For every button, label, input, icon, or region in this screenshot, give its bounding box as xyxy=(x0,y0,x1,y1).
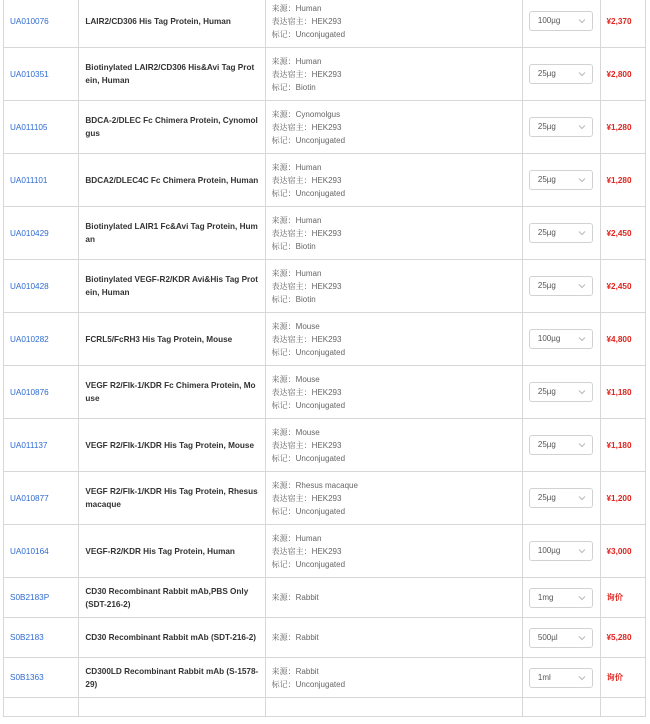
product-specs xyxy=(272,591,516,604)
chevron-down-icon xyxy=(578,547,586,555)
spec-line: 标记：Unconjugated xyxy=(271,400,346,410)
spec-line: 来源：Cynomolgus xyxy=(271,109,341,119)
price-cell xyxy=(600,101,646,154)
size-select[interactable] xyxy=(529,117,593,137)
table-row xyxy=(4,658,646,698)
spec-line: 来源：Rabbit xyxy=(271,593,319,602)
spec-line: 标记：Unconjugated xyxy=(271,679,346,689)
price-cell xyxy=(600,260,646,313)
size-select-value: 1ml xyxy=(537,672,551,682)
name-cell xyxy=(79,366,265,419)
size-cell xyxy=(522,578,600,618)
code-cell xyxy=(4,0,79,48)
name-cell xyxy=(79,698,265,717)
product-price: ¥2,450 xyxy=(606,228,632,238)
chevron-down-icon xyxy=(578,594,586,602)
table-row xyxy=(4,0,646,48)
product-name[interactable]: BDCA-2/DLEC Fc Chimera Protein, Cynomolgus xyxy=(85,116,258,138)
name-cell xyxy=(79,0,265,48)
product-price: ¥2,370 xyxy=(606,16,632,26)
product-specs xyxy=(272,55,516,94)
size-cell xyxy=(522,313,600,366)
size-select[interactable] xyxy=(529,541,593,561)
product-name[interactable]: CD30 Recombinant Rabbit mAb,PBS Only (SDT-216-2) xyxy=(85,586,249,609)
product-code-link[interactable]: S0B1363 xyxy=(10,673,44,682)
product-price: ¥1,180 xyxy=(606,440,632,450)
spec-line: 表达宿主：HEK293 xyxy=(271,493,342,503)
product-code-link[interactable]: UA010351 xyxy=(10,69,49,79)
name-cell xyxy=(79,101,265,154)
spec-cell xyxy=(265,260,522,313)
chevron-down-icon xyxy=(578,70,586,78)
spec-cell xyxy=(265,578,522,618)
size-select[interactable] xyxy=(529,435,593,455)
spec-line: 表达宿主：HEK293 xyxy=(271,387,342,397)
size-cell xyxy=(522,525,600,578)
product-code-link[interactable]: UA010429 xyxy=(10,228,49,238)
size-select-value: 25µg xyxy=(537,440,556,449)
table-row xyxy=(4,698,646,717)
code-cell xyxy=(4,154,79,207)
table-row xyxy=(4,419,646,472)
table-row xyxy=(4,260,646,313)
product-specs xyxy=(272,267,516,306)
product-name[interactable]: VEGF R2/Flk-1/KDR Fc Chimera Protein, Mouse xyxy=(85,381,256,403)
size-select[interactable] xyxy=(529,170,593,190)
product-code-link[interactable]: UA011101 xyxy=(10,175,48,185)
size-select-value: 25µg xyxy=(537,493,556,502)
product-price: ¥2,800 xyxy=(606,69,632,79)
spec-cell xyxy=(265,658,522,698)
name-cell xyxy=(79,313,265,366)
size-select-value: 100µg xyxy=(537,546,561,555)
spec-cell xyxy=(265,313,522,366)
product-price: ¥3,000 xyxy=(606,546,632,556)
size-select-value: 25µg xyxy=(537,122,556,131)
spec-cell xyxy=(265,419,522,472)
spec-line: 表达宿主：HEK293 xyxy=(271,175,342,185)
spec-line: 表达宿主：HEK293 xyxy=(271,281,342,291)
price-cell xyxy=(600,313,646,366)
price-cell xyxy=(600,419,646,472)
size-cell xyxy=(522,48,600,101)
spec-line: 来源：Human xyxy=(271,162,322,172)
product-specs xyxy=(272,479,516,518)
size-cell xyxy=(522,0,600,48)
product-code-link[interactable]: UA011137 xyxy=(10,440,48,450)
spec-line: 来源：Human xyxy=(271,268,322,278)
spec-cell xyxy=(265,48,522,101)
product-price: ¥2,450 xyxy=(606,281,632,291)
product-code-link[interactable]: S0B2183 xyxy=(10,633,44,642)
size-select[interactable] xyxy=(529,628,593,648)
code-cell xyxy=(4,698,79,717)
product-code-link[interactable]: S0B2183P xyxy=(10,593,50,602)
product-code-link[interactable]: UA010428 xyxy=(10,281,49,291)
product-specs xyxy=(272,320,516,359)
product-name[interactable]: Biotinylated LAIR2/CD306 His&Avi Tag Protein, Human xyxy=(85,63,255,85)
size-select-value: 25µg xyxy=(537,281,556,290)
size-select[interactable] xyxy=(529,276,593,296)
product-name[interactable]: Biotinylated VEGF-R2/KDR Avi&His Tag Protein, Human xyxy=(85,275,258,297)
product-price: ¥1,200 xyxy=(606,493,632,503)
product-code-link[interactable]: UA010164 xyxy=(10,546,49,556)
product-specs xyxy=(272,2,516,41)
spec-cell xyxy=(265,101,522,154)
spec-line: 来源：Mouse xyxy=(271,321,320,331)
size-select[interactable] xyxy=(529,382,593,402)
product-specs xyxy=(272,665,516,691)
spec-line: 来源：Rabbit xyxy=(271,633,319,642)
spec-line: 标记：Biotin xyxy=(271,82,316,92)
chevron-down-icon xyxy=(578,494,586,502)
name-cell xyxy=(79,260,265,313)
product-name[interactable]: Biotinylated LAIR1 Fc&Avi Tag Protein, Human xyxy=(85,222,258,244)
table-row xyxy=(4,618,646,658)
product-code-link[interactable]: UA010282 xyxy=(10,334,49,344)
chevron-down-icon xyxy=(578,388,586,396)
product-price: 询价 xyxy=(606,593,623,602)
product-table xyxy=(3,0,646,717)
code-cell xyxy=(4,207,79,260)
chevron-down-icon xyxy=(578,282,586,290)
product-name[interactable]: CD300LD Recombinant Rabbit mAb (S-1578-29) xyxy=(85,666,259,689)
table-row xyxy=(4,101,646,154)
name-cell xyxy=(79,658,265,698)
product-name[interactable]: BDCA2/DLEC4C Fc Chimera Protein, Human xyxy=(85,175,259,185)
table-row xyxy=(4,48,646,101)
product-price: ¥5,280 xyxy=(606,633,632,642)
product-name[interactable]: CD30 Recombinant Rabbit mAb (SDT-216-2) xyxy=(85,633,256,642)
size-select-value: 25µg xyxy=(537,175,556,184)
price-cell xyxy=(600,698,646,717)
spec-line: 来源：Human xyxy=(271,3,322,13)
size-cell xyxy=(522,618,600,658)
code-cell xyxy=(4,419,79,472)
chevron-down-icon xyxy=(578,441,586,449)
price-cell xyxy=(600,525,646,578)
size-select-value: 25µg xyxy=(537,228,556,237)
spec-line: 表达宿主：HEK293 xyxy=(271,334,342,344)
table-row xyxy=(4,472,646,525)
spec-line: 标记：Unconjugated xyxy=(271,506,346,516)
size-select[interactable] xyxy=(529,329,593,349)
code-cell xyxy=(4,260,79,313)
spec-line: 来源：Rhesus macaque xyxy=(271,480,358,490)
spec-cell xyxy=(265,0,522,48)
size-cell xyxy=(522,419,600,472)
size-select-value: 1mg xyxy=(537,592,554,602)
size-cell xyxy=(522,154,600,207)
size-select-value: 500µl xyxy=(537,632,558,642)
name-cell xyxy=(79,525,265,578)
size-cell xyxy=(522,366,600,419)
spec-line: 标记：Unconjugated xyxy=(271,347,346,357)
name-cell xyxy=(79,472,265,525)
product-name[interactable]: VEGF R2/Flk-1/KDR His Tag Protein, Rhesus macaque xyxy=(85,487,258,509)
product-specs xyxy=(272,161,516,200)
product-specs xyxy=(272,214,516,253)
code-cell xyxy=(4,472,79,525)
size-cell xyxy=(522,472,600,525)
spec-line: 来源：Mouse xyxy=(271,374,320,384)
spec-cell xyxy=(265,525,522,578)
size-cell xyxy=(522,101,600,154)
code-cell xyxy=(4,578,79,618)
name-cell xyxy=(79,154,265,207)
table-row xyxy=(4,366,646,419)
spec-line: 表达宿主：HEK293 xyxy=(271,122,342,132)
name-cell xyxy=(79,578,265,618)
price-cell xyxy=(600,0,646,48)
size-select-value: 25µg xyxy=(537,69,556,78)
product-code-link[interactable]: UA010076 xyxy=(10,16,49,26)
code-cell xyxy=(4,101,79,154)
spec-line: 表达宿主：HEK293 xyxy=(271,16,342,26)
size-select[interactable] xyxy=(529,588,593,608)
name-cell xyxy=(79,207,265,260)
size-select[interactable] xyxy=(529,668,593,688)
size-cell xyxy=(522,260,600,313)
table-row xyxy=(4,154,646,207)
code-cell xyxy=(4,366,79,419)
table-row xyxy=(4,578,646,618)
size-cell xyxy=(522,698,600,717)
chevron-down-icon xyxy=(578,229,586,237)
spec-cell xyxy=(265,618,522,658)
chevron-down-icon xyxy=(578,674,586,682)
product-specs xyxy=(272,426,516,465)
product-code-link[interactable]: UA011105 xyxy=(10,122,48,132)
code-cell xyxy=(4,618,79,658)
product-name[interactable]: VEGF R2/Flk-1/KDR His Tag Protein, Mouse xyxy=(85,440,255,450)
spec-line: 标记：Biotin xyxy=(271,294,316,304)
size-select[interactable] xyxy=(529,64,593,84)
table-row xyxy=(4,525,646,578)
size-select-value: 100µg xyxy=(537,334,561,343)
product-price: ¥4,800 xyxy=(606,334,632,344)
product-code-link[interactable]: UA010876 xyxy=(10,387,49,397)
spec-line: 标记：Unconjugated xyxy=(271,188,346,198)
product-price: ¥1,280 xyxy=(606,122,632,132)
size-select-value: 100µg xyxy=(537,16,561,25)
spec-line: 来源：Human xyxy=(271,215,322,225)
spec-line: 来源：Human xyxy=(271,533,322,543)
product-specs xyxy=(272,631,516,644)
chevron-down-icon xyxy=(578,634,586,642)
spec-line: 表达宿主：HEK293 xyxy=(271,440,342,450)
spec-line: 标记：Unconjugated xyxy=(271,29,346,39)
code-cell xyxy=(4,48,79,101)
product-name[interactable]: FCRL5/FcRH3 His Tag Protein, Mouse xyxy=(85,334,233,344)
spec-cell xyxy=(265,472,522,525)
spec-line: 标记：Unconjugated xyxy=(271,453,346,463)
product-price: ¥1,180 xyxy=(606,387,632,397)
product-name[interactable]: VEGF-R2/KDR His Tag Protein, Human xyxy=(85,546,235,556)
name-cell xyxy=(79,618,265,658)
size-select[interactable] xyxy=(529,488,593,508)
size-cell xyxy=(522,207,600,260)
product-code-link[interactable]: UA010877 xyxy=(10,493,49,503)
spec-line: 来源：Rabbit xyxy=(271,666,319,676)
name-cell xyxy=(79,419,265,472)
spec-line: 标记：Biotin xyxy=(271,241,316,251)
table-row xyxy=(4,313,646,366)
price-cell xyxy=(600,618,646,658)
spec-line: 表达宿主：HEK293 xyxy=(271,69,342,79)
size-cell xyxy=(522,658,600,698)
size-select-value: 25µg xyxy=(537,387,556,396)
product-specs xyxy=(272,108,516,147)
price-cell xyxy=(600,578,646,618)
spec-line: 标记：Unconjugated xyxy=(271,559,346,569)
spec-cell xyxy=(265,207,522,260)
price-cell xyxy=(600,366,646,419)
spec-cell xyxy=(265,154,522,207)
product-specs xyxy=(272,532,516,571)
spec-line: 来源：Human xyxy=(271,56,322,66)
spec-line: 标记：Unconjugated xyxy=(271,135,346,145)
chevron-down-icon xyxy=(578,123,586,131)
spec-line: 来源：Mouse xyxy=(271,427,320,437)
price-cell xyxy=(600,154,646,207)
price-cell xyxy=(600,658,646,698)
chevron-down-icon xyxy=(578,335,586,343)
code-cell xyxy=(4,313,79,366)
spec-cell xyxy=(265,698,522,717)
table-row xyxy=(4,207,646,260)
product-price: ¥1,280 xyxy=(606,175,632,185)
price-cell xyxy=(600,207,646,260)
code-cell xyxy=(4,658,79,698)
product-name[interactable]: LAIR2/CD306 His Tag Protein, Human xyxy=(85,16,231,26)
product-specs xyxy=(272,373,516,412)
price-cell xyxy=(600,472,646,525)
spec-line: 表达宿主：HEK293 xyxy=(271,228,342,238)
spec-cell xyxy=(265,366,522,419)
size-select[interactable] xyxy=(529,11,593,31)
spec-line: 表达宿主：HEK293 xyxy=(271,546,342,556)
name-cell xyxy=(79,48,265,101)
chevron-down-icon xyxy=(578,176,586,184)
price-cell xyxy=(600,48,646,101)
code-cell xyxy=(4,525,79,578)
chevron-down-icon xyxy=(578,17,586,25)
product-price: 询价 xyxy=(606,673,623,682)
size-select[interactable] xyxy=(529,223,593,243)
